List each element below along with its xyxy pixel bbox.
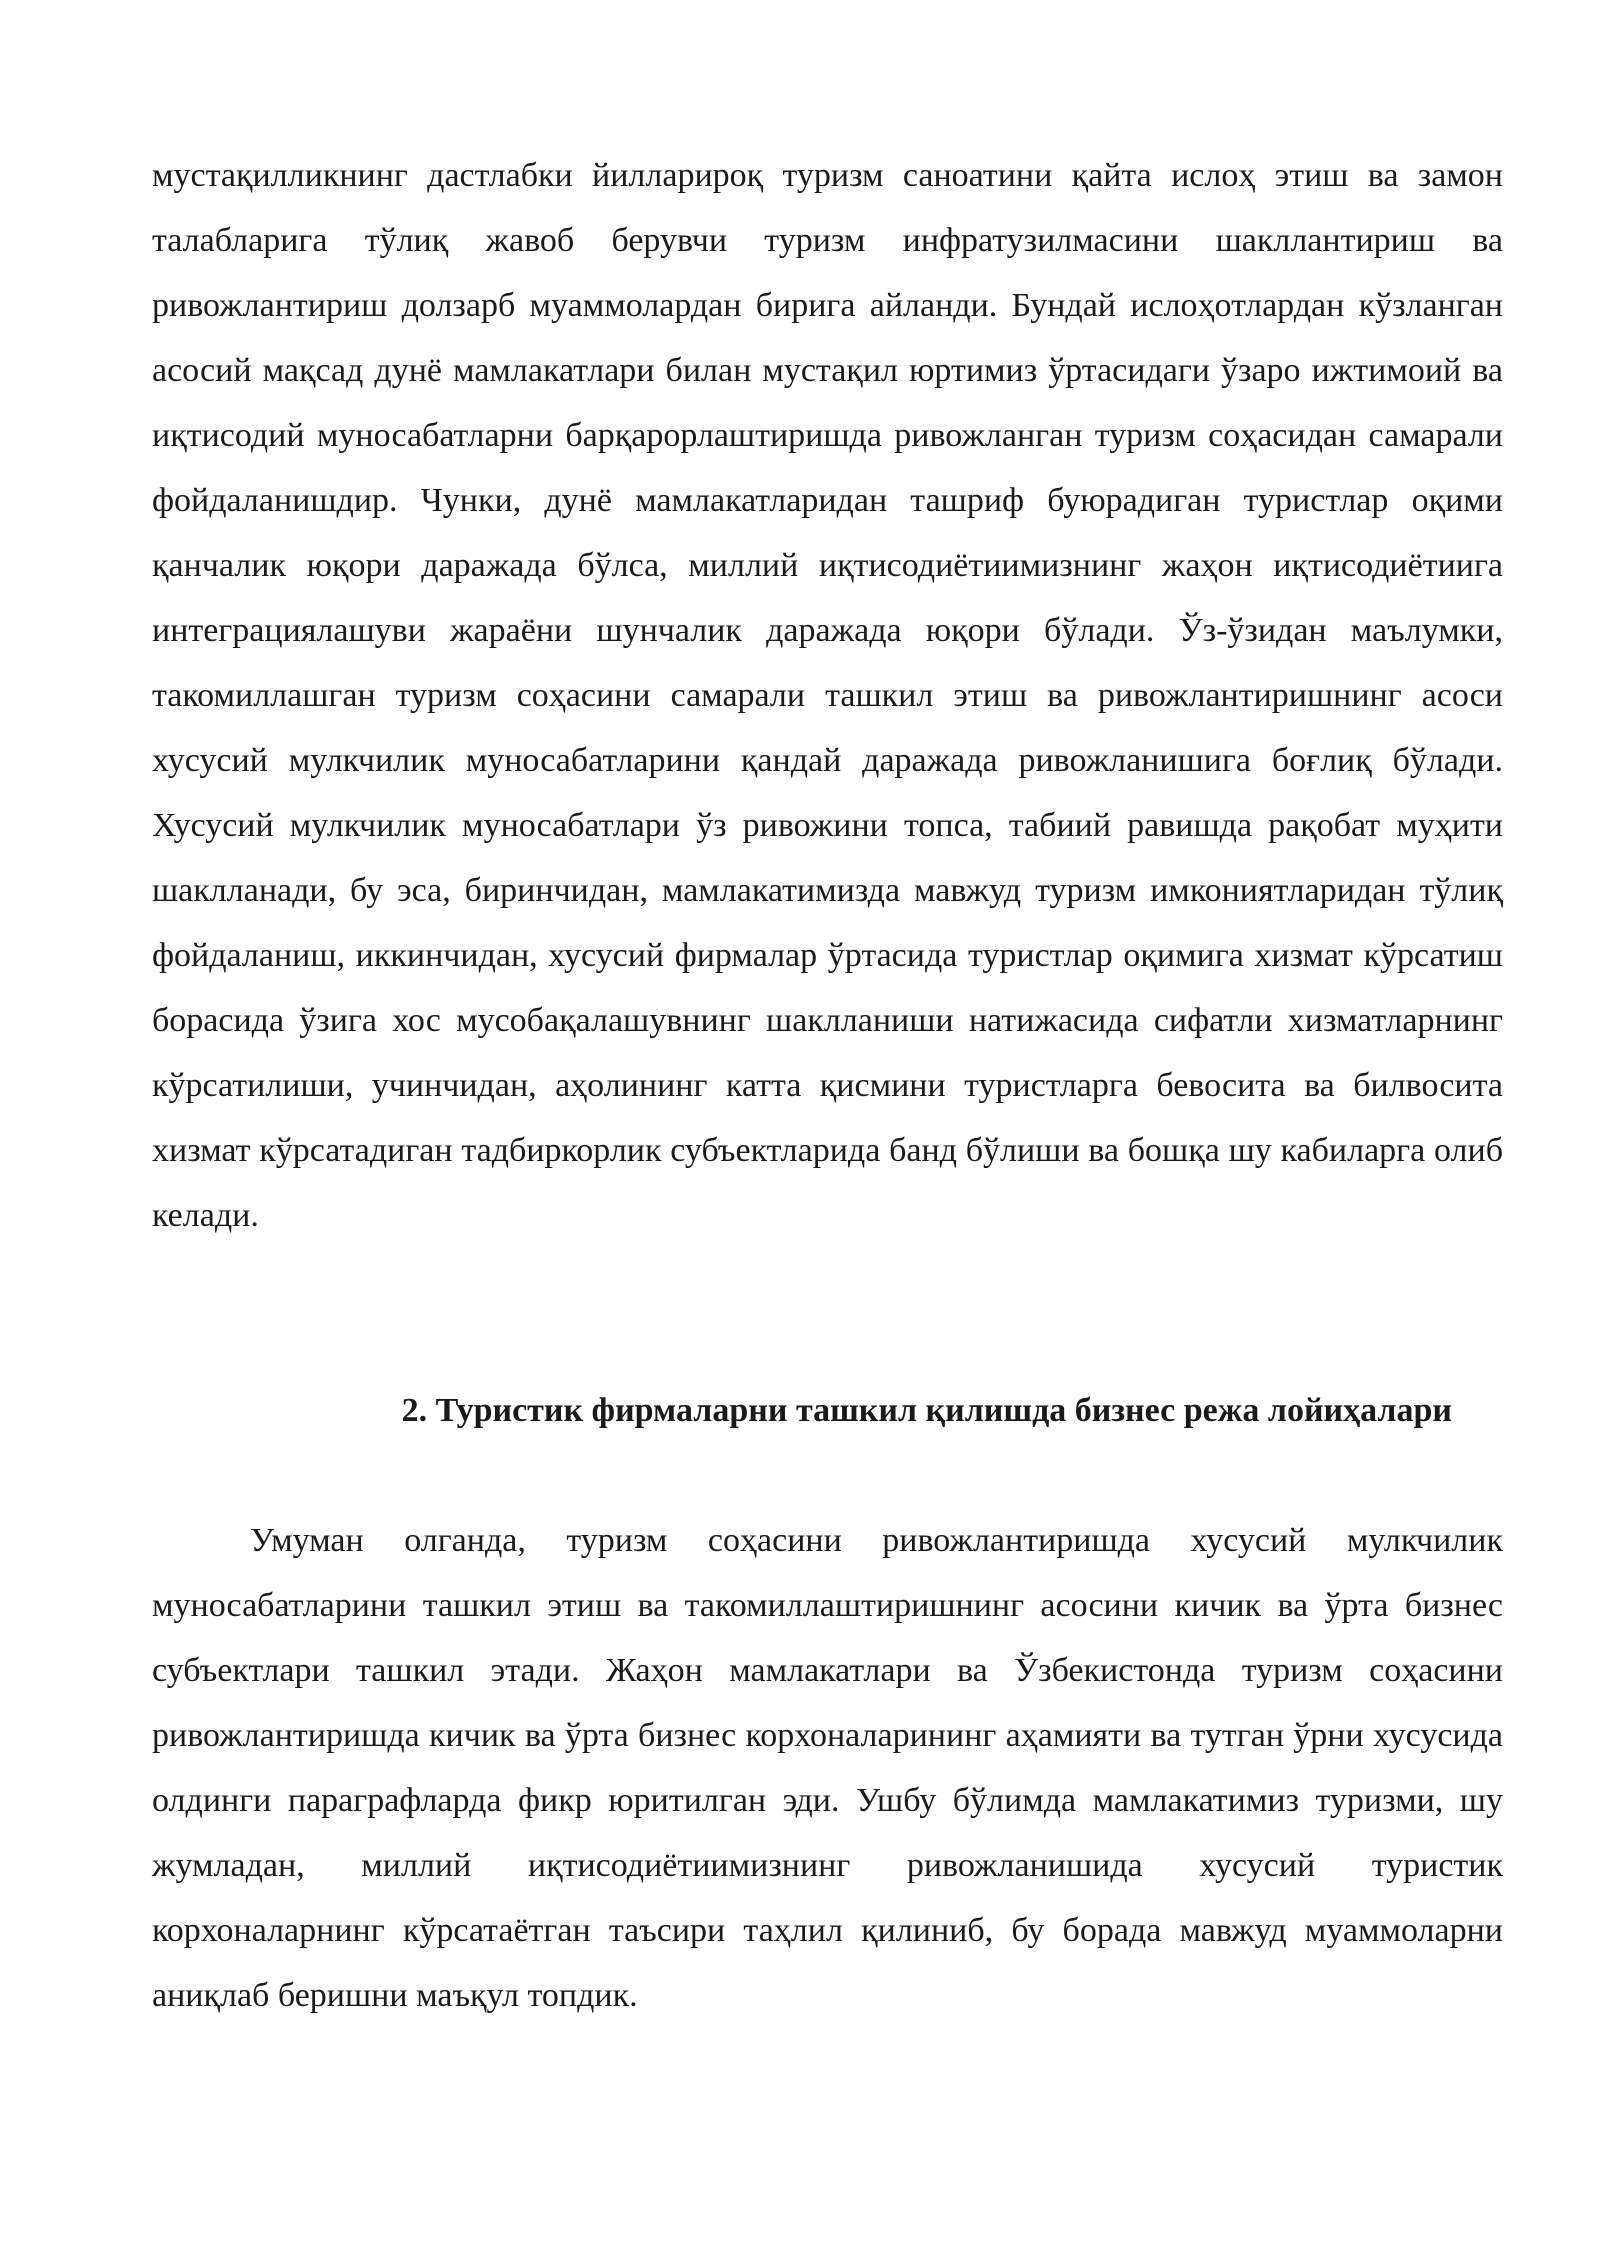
body-paragraph: мустақилликнинг дастлабки йилларироқ туризм саноатини қайта ислоҳ этиш ва замон талабларига тўлиқ жавоб берувчи туризм инфратузилмасини шакллантириш ва ривожлантириш долзарб муаммолардан бирига айланди. Бундай ислоҳотлардан кўзланган асосий мақсад дунё мамлакатлари билан мустақил юртимиз ўртасидаги ўзаро ижтимоий ва иқтисодий муносабатларни барқарорлаштиришда ривожланган туризм соҳасидан самарали фойдаланишдир. Чунки, дунё мамлакатларидан ташриф буюрадиган туристлар оқими қанчалик юқори даражада бўлса, миллий иқтисодиётиимизнинг жаҳон иқтисодиётиига интеграциялашуви жараёни шунчалик даражада юқори бўлади. Ўз-ўзидан маълумки, такомиллашган туризм соҳасини самарали ташкил этиш ва ривожлантиришнинг асоси хусусий мулкчилик муносабатларини қандай даражада ривожланишига боғлиқ бўлади. Хусусий мулкчилик муносабатлари ўз ривожини топса, табиий равишда рақобат муҳити шаклланади, бу эса, биринчидан, мамлакатимизда мавжуд туризм имкониятларидан тўлиқ фойдаланиш, иккинчидан, хусусий фирмалар ўртасида туристлар оқимига хизмат кўрсатиш борасида ўзига хос мусобақалашувнинг шаклланиши натижасида сифатли хизматларнинг кўрсатилиши, учинчидан, аҳолининг катта қисмини туристларга бевосита ва билвосита хизмат кўрсатадиган тадбиркорлик субъектларида банд бўлиши ва бошқа шу кабиларга олиб келади. [152, 157, 1503, 1234]
body-paragraph: Умуман олганда, туризм соҳасини ривожлантиришда хусусий мулкчилик муносабатларини ташкил этиш ва такомиллаштиришнинг асосини кичик ва ўрта бизнес субъектлари ташкил этади. Жаҳон мамлакатлари ва Ўзбекистонда туризм соҳасини ривожлантиришда кичик ва ўрта бизнес корхоналарининг аҳамияти ва тутган ўрни хусусида олдинги параграфларда фикр юритилган эди. Ушбу бўлимда мамлакатимиз туризми, шу жумладан, миллий иқтисодиётиимизнинг ривожланишида хусусий туристик корхоналарнинг кўрсатаётган таъсири таҳлил қилиниб, бу борада мавжуд муаммоларни аниқлаб беришни маъқул топдик. [152, 1522, 1503, 2014]
section-heading: 2. Туристик фирмаларни ташкил қилишда бизнес режа лойиҳалари [401, 1392, 1452, 1429]
